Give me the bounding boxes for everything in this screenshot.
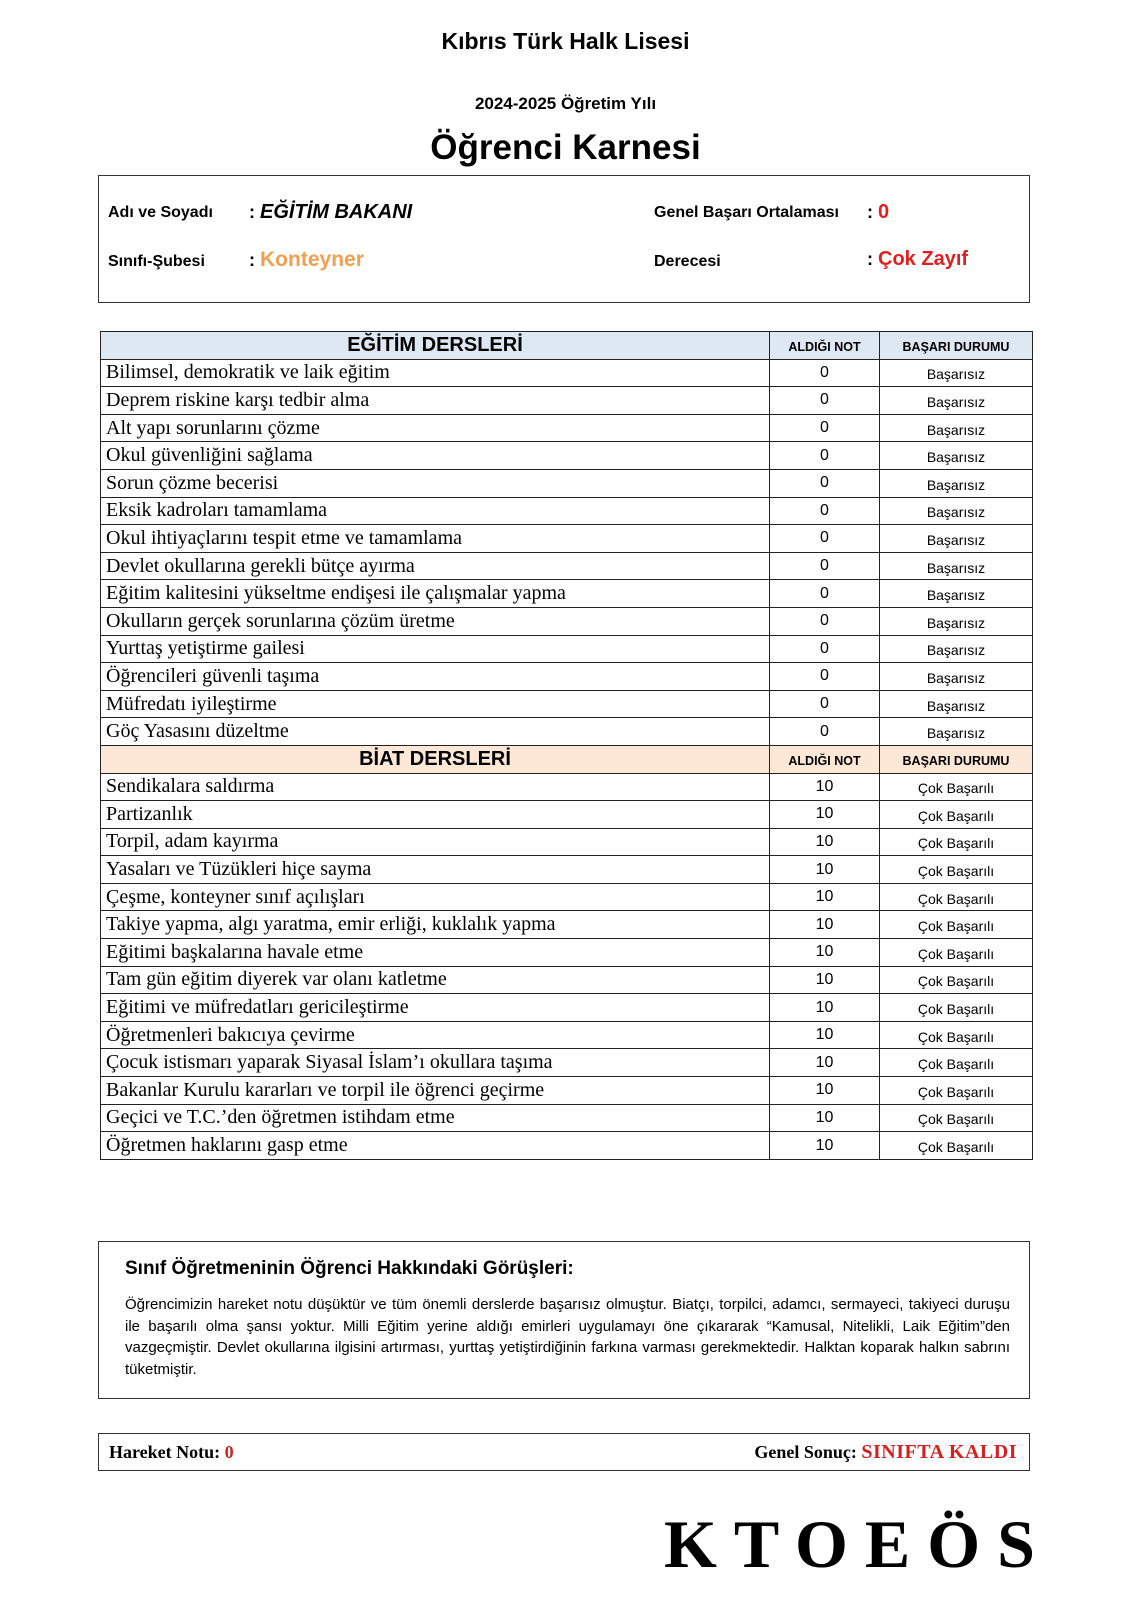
result-box bbox=[98, 1433, 1030, 1471]
section-header-row bbox=[101, 332, 1033, 360]
grade-label: Derecesi bbox=[654, 253, 721, 270]
table-row bbox=[101, 856, 1033, 884]
table-row bbox=[101, 663, 1033, 691]
status-value: Çok Başarılı bbox=[880, 994, 1033, 1022]
subject-name: Torpil, adam kayırma bbox=[101, 828, 770, 856]
table-row bbox=[101, 635, 1033, 663]
status-value: Başarısız bbox=[880, 552, 1033, 580]
subject-name: Öğretmen haklarını gasp etme bbox=[101, 1132, 770, 1160]
score-value: 10 bbox=[770, 1132, 880, 1160]
status-value: Çok Başarılı bbox=[880, 1049, 1033, 1077]
score-value: 10 bbox=[770, 1077, 880, 1105]
subject-name: Alt yapı sorunlarını çözme bbox=[101, 414, 770, 442]
table-row bbox=[101, 939, 1033, 967]
class-label: Sınıfı-Şubesi bbox=[108, 253, 205, 270]
gpa-colon: : bbox=[867, 202, 873, 222]
table-row bbox=[101, 1132, 1033, 1160]
score-value: 0 bbox=[770, 497, 880, 525]
column-header-status: BAŞARI DURUMU bbox=[880, 745, 1033, 773]
score-value: 0 bbox=[770, 359, 880, 387]
class-colon: : bbox=[249, 250, 255, 270]
status-value: Çok Başarılı bbox=[880, 911, 1033, 939]
conduct-grade bbox=[109, 1442, 234, 1463]
subject-name: Öğrencileri güvenli taşıma bbox=[101, 663, 770, 691]
gpa-field bbox=[867, 201, 889, 224]
school-name: Kıbrıs Türk Halk Lisesi bbox=[441, 28, 690, 54]
status-value: Çok Başarılı bbox=[880, 939, 1033, 967]
table-row bbox=[101, 690, 1033, 718]
table-row bbox=[101, 911, 1033, 939]
score-value: 0 bbox=[770, 580, 880, 608]
score-value: 10 bbox=[770, 801, 880, 829]
student-info-box bbox=[98, 175, 1030, 303]
score-value: 0 bbox=[770, 442, 880, 470]
score-value: 10 bbox=[770, 911, 880, 939]
score-value: 0 bbox=[770, 690, 880, 718]
subject-name: Okulların gerçek sorunlarına çözüm üretme bbox=[101, 607, 770, 635]
subject-name: Sendikalara saldırma bbox=[101, 773, 770, 801]
status-value: Başarısız bbox=[880, 469, 1033, 497]
table-row bbox=[101, 773, 1033, 801]
table-row bbox=[101, 607, 1033, 635]
table-row bbox=[101, 1049, 1033, 1077]
subject-name: Eğitimi ve müfredatları gericileştirme bbox=[101, 994, 770, 1022]
status-value: Çok Başarılı bbox=[880, 856, 1033, 884]
gpa-label: Genel Başarı Ortalaması bbox=[654, 204, 839, 221]
table-row bbox=[101, 1104, 1033, 1132]
table-row bbox=[101, 580, 1033, 608]
score-value: 0 bbox=[770, 718, 880, 746]
subject-name: Göç Yasasını düzeltme bbox=[101, 718, 770, 746]
table-row bbox=[101, 359, 1033, 387]
gpa-value: 0 bbox=[878, 201, 890, 223]
score-value: 10 bbox=[770, 1049, 880, 1077]
table-row bbox=[101, 497, 1033, 525]
subject-name: Takiye yapma, algı yaratma, emir erliği, kuklalık yapma bbox=[101, 911, 770, 939]
status-value: Çok Başarılı bbox=[880, 1021, 1033, 1049]
score-value: 0 bbox=[770, 525, 880, 553]
table-row bbox=[101, 801, 1033, 829]
subject-name: Çeşme, konteyner sınıf açılışları bbox=[101, 883, 770, 911]
subject-name: Okul ihtiyaçlarını tespit etme ve tamamlama bbox=[101, 525, 770, 553]
status-value: Çok Başarılı bbox=[880, 883, 1033, 911]
score-value: 10 bbox=[770, 966, 880, 994]
subject-name: Yurttaş yetiştirme gailesi bbox=[101, 635, 770, 663]
grade-colon: : bbox=[867, 249, 873, 269]
grade-field bbox=[867, 248, 968, 271]
score-value: 0 bbox=[770, 552, 880, 580]
subject-name: Eğitim kalitesini yükseltme endişesi ile çalışmalar yapma bbox=[101, 580, 770, 608]
score-value: 0 bbox=[770, 663, 880, 691]
status-value: Başarısız bbox=[880, 442, 1033, 470]
name-label: Adı ve Soyadı bbox=[108, 204, 213, 221]
subject-name: Geçici ve T.C.’den öğretmen istihdam etme bbox=[101, 1104, 770, 1132]
subject-name: Tam gün eğitim diyerek var olanı katletme bbox=[101, 966, 770, 994]
column-header-score: ALDIĞI NOT bbox=[770, 745, 880, 773]
status-value: Başarısız bbox=[880, 359, 1033, 387]
subject-name: Yasaları ve Tüzükleri hiçe sayma bbox=[101, 856, 770, 884]
subject-name: Müfredatı iyileştirme bbox=[101, 690, 770, 718]
score-value: 10 bbox=[770, 883, 880, 911]
overall-label: Genel Sonuç: bbox=[754, 1442, 857, 1462]
subject-name: Deprem riskine karşı tedbir alma bbox=[101, 387, 770, 415]
status-value: Çok Başarılı bbox=[880, 828, 1033, 856]
subject-name: Sorun çözme becerisi bbox=[101, 469, 770, 497]
subject-name: Bilimsel, demokratik ve laik eğitim bbox=[101, 359, 770, 387]
comments-text: Öğrencimizin hareket notu düşüktür ve tüm önemli derslerde başarısız olmuştur. Biatçı, torpilci, adamcı, sermayeci, takiyeci duruşu ile başarılı olma şansı yoktur. Milli Eğitim yerine aldığı emirleri uygulamayı öne çıkararak “Kamusal, Nitelikli, Laik Eğitim”den vazgeçmiştir. Devlet okullarına ilgisini artırması, yurttaş yetiştirdiğinin farkına varması gerekmektedir. Halktan koparak halkın sabrını tüketmiştir. bbox=[125, 1296, 1010, 1378]
table-row bbox=[101, 552, 1033, 580]
status-value: Başarısız bbox=[880, 718, 1033, 746]
teacher-comments-box bbox=[98, 1241, 1030, 1399]
score-value: 10 bbox=[770, 856, 880, 884]
status-value: Başarısız bbox=[880, 414, 1033, 442]
class-field bbox=[249, 248, 364, 272]
status-value: Çok Başarılı bbox=[880, 966, 1033, 994]
table-row bbox=[101, 1077, 1033, 1105]
column-header-status: BAŞARI DURUMU bbox=[880, 332, 1033, 360]
table-row bbox=[101, 718, 1033, 746]
status-value: Çok Başarılı bbox=[880, 773, 1033, 801]
student-name: EĞİTİM BAKANI bbox=[260, 201, 413, 223]
table-row bbox=[101, 414, 1033, 442]
table-row bbox=[101, 1021, 1033, 1049]
section-title: BİAT DERSLERİ bbox=[101, 745, 770, 773]
score-value: 0 bbox=[770, 387, 880, 415]
score-value: 0 bbox=[770, 635, 880, 663]
table-row bbox=[101, 387, 1033, 415]
score-value: 10 bbox=[770, 1021, 880, 1049]
overall-result bbox=[754, 1441, 1017, 1464]
overall-value: SINIFTA KALDI bbox=[861, 1441, 1017, 1463]
ktoeos-logo: KTOEÖS bbox=[664, 1506, 1052, 1582]
table-row bbox=[101, 469, 1033, 497]
score-value: 0 bbox=[770, 414, 880, 442]
grades-table bbox=[100, 331, 1033, 1160]
status-value: Başarısız bbox=[880, 387, 1033, 415]
name-field bbox=[249, 201, 412, 224]
academic-year: 2024-2025 Öğretim Yılı bbox=[474, 94, 657, 113]
score-value: 10 bbox=[770, 828, 880, 856]
status-value: Başarısız bbox=[880, 497, 1033, 525]
table-row bbox=[101, 828, 1033, 856]
status-value: Başarısız bbox=[880, 635, 1033, 663]
score-value: 10 bbox=[770, 994, 880, 1022]
table-row bbox=[101, 442, 1033, 470]
comments-title: Sınıf Öğretmeninin Öğrenci Hakkındaki Görüşleri: bbox=[125, 1258, 574, 1279]
score-value: 0 bbox=[770, 607, 880, 635]
page-title: Öğrenci Karnesi bbox=[430, 128, 701, 167]
student-class: Konteyner bbox=[260, 248, 364, 271]
status-value: Çok Başarılı bbox=[880, 1077, 1033, 1105]
table-row bbox=[101, 883, 1033, 911]
status-value: Başarısız bbox=[880, 663, 1033, 691]
table-row bbox=[101, 525, 1033, 553]
subject-name: Eksik kadroları tamamlama bbox=[101, 497, 770, 525]
score-value: 0 bbox=[770, 469, 880, 497]
status-value: Çok Başarılı bbox=[880, 1132, 1033, 1160]
score-value: 10 bbox=[770, 939, 880, 967]
status-value: Çok Başarılı bbox=[880, 1104, 1033, 1132]
status-value: Başarısız bbox=[880, 580, 1033, 608]
table-row bbox=[101, 966, 1033, 994]
conduct-label: Hareket Notu: bbox=[109, 1442, 221, 1462]
name-colon: : bbox=[249, 202, 255, 222]
grade-value: Çok Zayıf bbox=[878, 248, 969, 270]
subject-name: Çocuk istismarı yaparak Siyasal İslam’ı okullara taşıma bbox=[101, 1049, 770, 1077]
subject-name: Devlet okullarına gerekli bütçe ayırma bbox=[101, 552, 770, 580]
column-header-score: ALDIĞI NOT bbox=[770, 332, 880, 360]
status-value: Başarısız bbox=[880, 525, 1033, 553]
status-value: Çok Başarılı bbox=[880, 801, 1033, 829]
score-value: 10 bbox=[770, 1104, 880, 1132]
score-value: 10 bbox=[770, 773, 880, 801]
section-title: EĞİTİM DERSLERİ bbox=[101, 332, 770, 360]
conduct-value: 0 bbox=[224, 1442, 234, 1462]
subject-name: Partizanlık bbox=[101, 801, 770, 829]
subject-name: Okul güvenliğini sağlama bbox=[101, 442, 770, 470]
status-value: Başarısız bbox=[880, 690, 1033, 718]
status-value: Başarısız bbox=[880, 607, 1033, 635]
subject-name: Eğitimi başkalarına havale etme bbox=[101, 939, 770, 967]
subject-name: Bakanlar Kurulu kararları ve torpil ile öğrenci geçirme bbox=[101, 1077, 770, 1105]
table-row bbox=[101, 994, 1033, 1022]
subject-name: Öğretmenleri bakıcıya çevirme bbox=[101, 1021, 770, 1049]
section-header-row bbox=[101, 745, 1033, 773]
